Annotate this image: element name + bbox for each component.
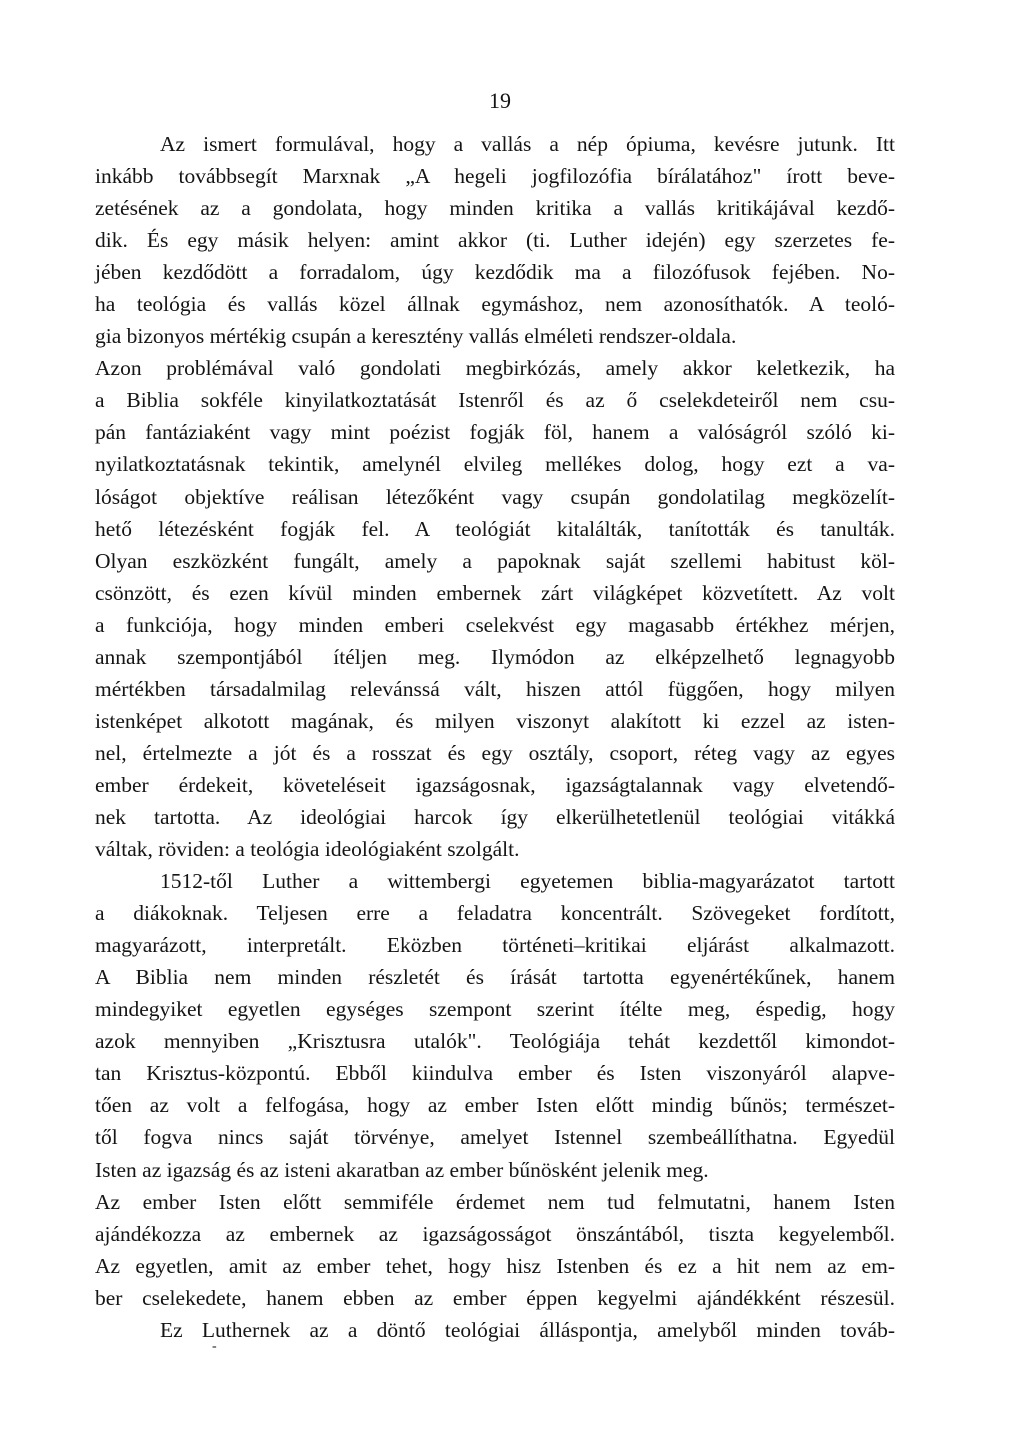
text-line: 1512-től Luther a wittembergi egyetemen biblia-magyarázatot tartott: [160, 869, 895, 894]
text-line: nel, értelmezte a jót és a rosszat és egy osztály, csoport, réteg vagy az egyes: [95, 740, 895, 765]
text-line: a funkciója, hogy minden emberi cselekvést egy magasabb értékhez mérjen,: [95, 612, 895, 637]
text-line: A Biblia nem minden részletét és írását tartotta egyenértékűnek, hanem: [95, 965, 895, 990]
text-line: azok mennyiben „Krisztusra utalók". Teológiája tehát kezdettől kimondot-: [95, 1029, 895, 1054]
text-line: ember érdekeit, követeléseit igazságosnak, igazságtalannak vagy elvetendő-: [95, 772, 895, 797]
text-line: csönzött, és ezen kívül minden embernek zárt világképet közvetített. Az volt: [95, 580, 895, 605]
stray-mark: -: [212, 1339, 217, 1354]
text-line: Ez Luthernek az a döntő teológiai álláspontja, amelyből minden továb-: [160, 1317, 895, 1342]
text-line: tan Krisztus-központú. Ebből kiindulva ember és Isten viszonyáról alapve-: [95, 1061, 895, 1086]
text-line: annak szempontjából ítéljen meg. Ilymódon az elképzelhető legnagyobb: [95, 644, 895, 669]
page-number: 19: [489, 88, 511, 113]
text-line: magyarázott, interpretált. Eközben történeti–kritikai eljárást alkalmazott.: [95, 933, 895, 958]
text-line: nek tartotta. Az ideológiai harcok így elkerülhetetlenül teológiai vitákká: [95, 804, 895, 829]
text-line: mindegyiket egyetlen egységes szempont szerint ítélte meg, éspedig, hogy: [95, 997, 895, 1022]
text-line: Az ember Isten előtt semmiféle érdemet nem tud felmutatni, hanem Isten: [95, 1189, 895, 1214]
text-line: gia bizonyos mértékig csupán a keresztény vallás elméleti rendszer-oldala.: [95, 324, 737, 349]
text-line: a diákoknak. Teljesen erre a feladatra koncentrált. Szövegeket fordított,: [95, 901, 895, 926]
body-text: [95, 128, 895, 1346]
text-line: jében kezdődött a forradalom, úgy kezdődik ma a filozófusok fejében. No-: [95, 260, 895, 285]
text-line: dik. És egy másik helyen: amint akkor (ti. Luther idején) egy szerzetes fe-: [95, 228, 895, 253]
text-line: lóságot objektíve reálisan létezőként vagy csupán gondolatilag megközelít-: [95, 484, 895, 509]
text-line: pán fantáziaként vagy mint poézist fogják föl, hanem a valóságról szóló ki-: [95, 420, 895, 445]
text-line: Azon problémával való gondolati megbirkózás, amely akkor keletkezik, ha: [95, 356, 895, 381]
text-line: istenképet alkotott magának, és milyen viszonyt alakított ki ezzel az isten-: [95, 708, 895, 733]
text-line: ajándékozza az embernek az igazságosságot önszántából, tiszta kegyelemből.: [95, 1221, 895, 1246]
text-line: Isten az igazság és az isteni akaratban az ember bűnösként jelenik meg.: [95, 1157, 709, 1182]
text-line: tően az volt a felfogása, hogy az ember Isten előtt mindig bűnös; természet-: [95, 1093, 895, 1118]
text-line: zetésének az a gondolata, hogy minden kritika a vallás kritikájával kezdő-: [95, 196, 895, 221]
text-line: től fogva nincs saját törvénye, amelyet Istennel szembeállíthatna. Egyedül: [95, 1125, 895, 1150]
text-line: váltak, röviden: a teológia ideológiaként szolgált.: [95, 837, 520, 862]
text-line: hető létezésként fogják fel. A teológiát kitalálták, tanították és tanulták.: [95, 516, 895, 541]
text-line: Az ismert formulával, hogy a vallás a nép ópiuma, kevésre jutunk. Itt: [160, 132, 895, 156]
text-line: inkább továbbsegít Marxnak „A hegeli jogfilozófia bírálatához" írott beve-: [95, 164, 895, 189]
text-line: a Biblia sokféle kinyilatkoztatását Istenről és az ő cselekdeteiről nem csu-: [95, 388, 895, 413]
text-line: nyilatkoztatásnak tekintik, amelynél elvileg mellékes dolog, hogy ezt a va-: [95, 452, 895, 477]
text-line: Olyan eszközként fungált, amely a papoknak saját szellemi habitust köl-: [95, 548, 895, 573]
text-line: mértékben társadalmilag relevánssá vált, hiszen attól függően, hogy milyen: [95, 676, 895, 701]
text-line: Az egyetlen, amit az ember tehet, hogy hisz Istenben és ez a hit nem az em-: [95, 1253, 895, 1278]
text-line: ber cselekedete, hanem ebben az ember éppen kegyelmi ajándékként részesül.: [95, 1285, 895, 1310]
text-line: ha teológia és vallás közel állnak egymáshoz, nem azonosíthatók. A teoló-: [95, 292, 895, 317]
